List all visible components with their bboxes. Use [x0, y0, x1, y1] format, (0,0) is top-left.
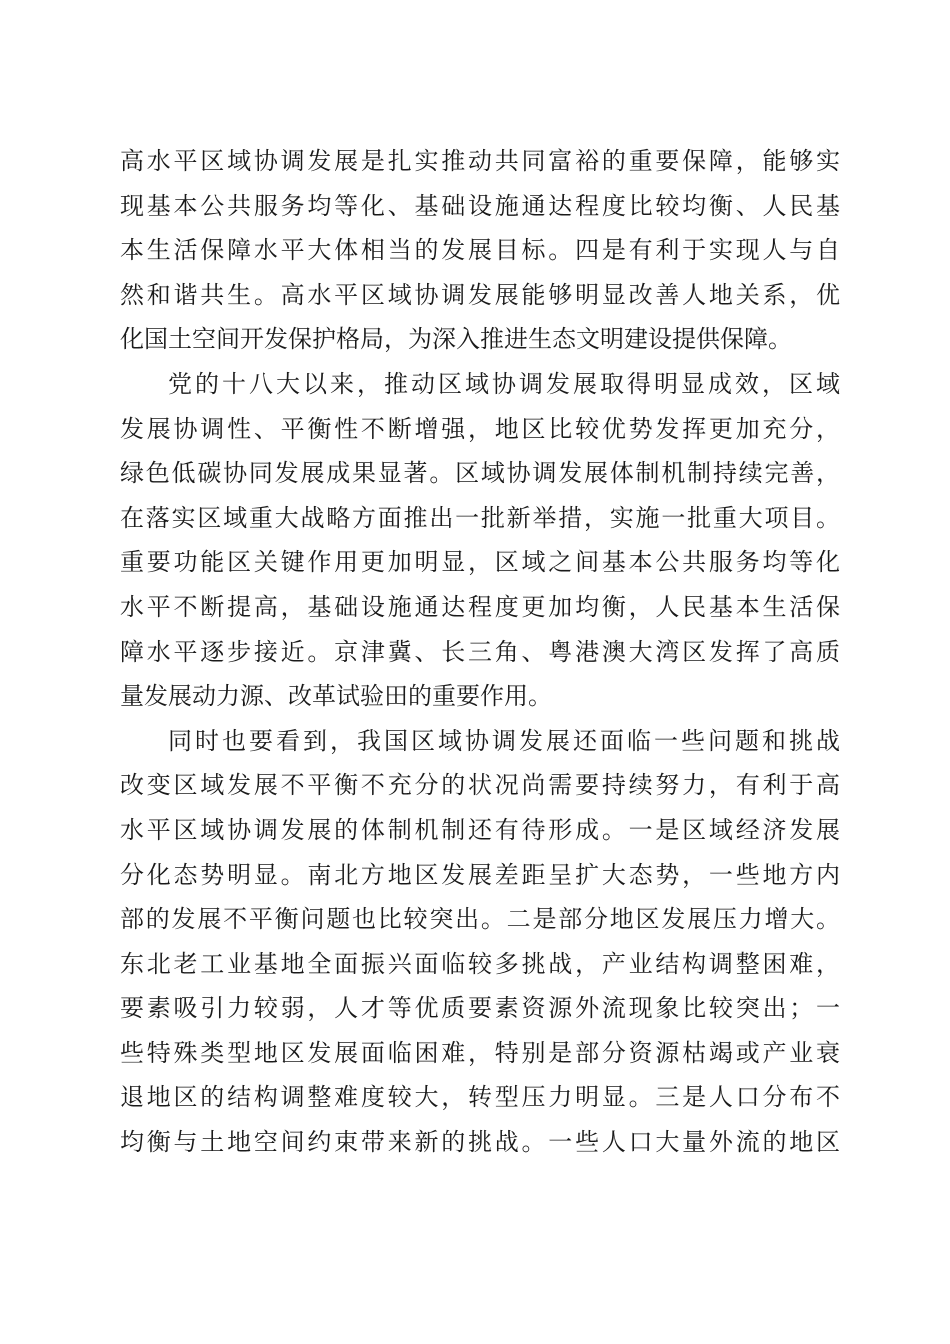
- text-line: 绿色低碳协同发展成果显著。区域协调发展体制机制持续完善，: [120, 459, 840, 488]
- text-line: 本生活保障水平大体相当的发展目标。四是有利于实现人与自: [120, 236, 840, 265]
- text-line: 化国土空间开发保护格局，为深入推进生态文明建设提供保障。: [120, 325, 792, 354]
- text-line: 均衡与土地空间约束带来新的挑战。一些人口大量外流的地区: [120, 1128, 840, 1157]
- text-line: 部的发展不平衡问题也比较突出。二是部分地区发展压力增大。: [120, 905, 840, 934]
- text-line: 东北老工业基地全面振兴面临较多挑战，产业结构调整困难，: [120, 949, 840, 978]
- text-line: 障水平逐步接近。京津冀、长三角、粤港澳大湾区发挥了高质: [120, 637, 840, 666]
- text-line: 量发展动力源、改革试验田的重要作用。: [120, 682, 552, 711]
- text-line: 发展协调性、平衡性不断增强，地区比较优势发挥更加充分，: [120, 414, 840, 443]
- text-line: 改变区域发展不平衡不充分的状况尚需要持续努力，有利于高: [120, 771, 840, 800]
- paragraph-first-line: 同时也要看到，我国区域协调发展还面临一些问题和挑战: [168, 726, 840, 755]
- paragraph-first-line: 党的十八大以来，推动区域协调发展取得明显成效，区域: [168, 369, 840, 398]
- text-line: 然和谐共生。高水平区域协调发展能够明显改善人地关系，优: [120, 280, 840, 309]
- text-line: 水平区域协调发展的体制机制还有待形成。一是区域经济发展: [120, 815, 840, 844]
- text-line: 退地区的结构调整难度较大，转型压力明显。三是人口分布不: [120, 1083, 840, 1112]
- text-line: 分化态势明显。南北方地区发展差距呈扩大态势，一些地方内: [120, 860, 840, 889]
- document-body: [120, 139, 840, 1165]
- text-line: 在落实区域重大战略方面推出一批新举措，实施一批重大项目。: [120, 503, 840, 532]
- text-line: 重要功能区关键作用更加明显，区域之间基本公共服务均等化: [120, 548, 840, 577]
- text-line: 现基本公共服务均等化、基础设施通达程度比较均衡、人民基: [120, 191, 840, 220]
- text-line: 要素吸引力较弱，人才等优质要素资源外流现象比较突出；一: [120, 994, 840, 1023]
- text-line: 水平不断提高，基础设施通达程度更加均衡，人民基本生活保: [120, 592, 840, 621]
- text-line: 高水平区域协调发展是扎实推动共同富裕的重要保障，能够实: [120, 147, 840, 175]
- text-line: 些特殊类型地区发展面临困难，特别是部分资源枯竭或产业衰: [120, 1038, 840, 1067]
